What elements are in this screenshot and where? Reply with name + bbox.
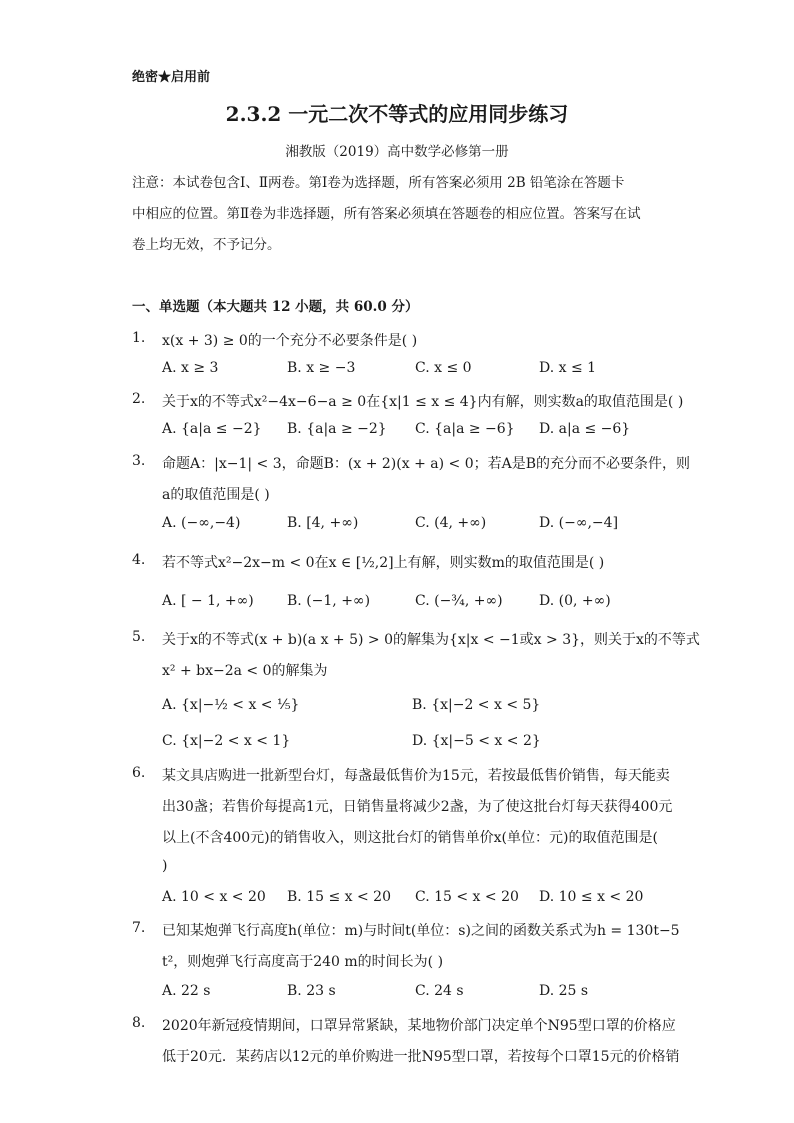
question-number: 5. bbox=[132, 629, 146, 645]
page-subtitle: 湘教版（2019）高中数学必修第一册 bbox=[285, 144, 509, 160]
option-d[interactable]: D. x ≤ 1 bbox=[539, 360, 597, 376]
question-text: 命题A：|x−1| < 3，命题B：(x + 2)(x + a) < 0；若A是B的充分而不必要条件，则 bbox=[162, 456, 690, 472]
question-number: 2. bbox=[132, 391, 146, 407]
option-b[interactable]: B. (−1, +∞) bbox=[287, 593, 371, 609]
option-c[interactable]: C. 15 < x < 20 bbox=[415, 889, 519, 905]
option-a[interactable]: A. x ≥ 3 bbox=[162, 360, 219, 376]
question-text: 某文具店购进一批新型台灯，每盏最低售价为15元，若按最低售价销售，每天能卖 bbox=[162, 768, 670, 784]
option-b[interactable]: B. [4, +∞) bbox=[287, 515, 359, 531]
option-d[interactable]: D. 10 ≤ x < 20 bbox=[539, 889, 644, 905]
option-a[interactable]: A. 22 s bbox=[162, 983, 211, 999]
question-text: 出30盏；若售价每提高1元，日销售量将减少2盏，为了使这批台灯每天获得400元 bbox=[162, 799, 673, 815]
option-a[interactable]: A. [ − 1, +∞) bbox=[162, 593, 254, 609]
question-text: 关于x的不等式(x + b)(a x + 5) > 0的解集为{x|x < −1或x > 3}，则关于x的不等式 bbox=[162, 632, 700, 648]
question-text: ) bbox=[162, 858, 168, 874]
question-number: 4. bbox=[132, 552, 146, 568]
option-c[interactable]: C. 24 s bbox=[415, 983, 464, 999]
option-b[interactable]: B. 23 s bbox=[287, 983, 336, 999]
question-text: 若不等式x²−2x−m < 0在x ∈ [½,2]上有解，则实数m的取值范围是( ) bbox=[162, 555, 605, 571]
question-number: 6. bbox=[132, 765, 146, 781]
question-text: 以上(不含400元)的销售收入，则这批台灯的销售单价x(单位：元)的取值范围是( bbox=[162, 830, 658, 846]
option-a[interactable]: A. {a|a ≤ −2} bbox=[162, 421, 262, 437]
option-a[interactable]: A. 10 < x < 20 bbox=[162, 889, 266, 905]
exam-notice bbox=[132, 168, 662, 261]
option-c[interactable]: C. x ≤ 0 bbox=[415, 360, 472, 376]
question-number: 8. bbox=[132, 1015, 146, 1031]
question-text: t²，则炮弹飞行高度高于240 m的时间长为( ) bbox=[162, 954, 444, 970]
page-title: 2.3.2 一元二次不等式的应用同步练习 bbox=[225, 102, 569, 126]
option-a[interactable]: A. (−∞,−4) bbox=[162, 515, 241, 531]
option-c[interactable]: C. {a|a ≥ −6} bbox=[415, 421, 515, 437]
option-c[interactable]: C. (4, +∞) bbox=[415, 515, 487, 531]
option-b[interactable]: B. 15 ≤ x < 20 bbox=[287, 889, 391, 905]
option-d[interactable]: D. {x|−5 < x < 2} bbox=[412, 733, 541, 749]
notice-line: 卷上均无效，不予记分。 bbox=[132, 237, 281, 253]
notice-line: 注意：本试卷包含Ⅰ、Ⅱ两卷。第Ⅰ卷为选择题，所有答案必须用 2B 铅笔涂在答题卡 bbox=[132, 175, 625, 191]
question-text: 关于x的不等式x²−4x−6−a ≥ 0在{x|1 ≤ x ≤ 4}内有解，则实数a的取值范围是( ) bbox=[162, 394, 684, 410]
question-text: 低于20元．某药店以12元的单价购进一批N95型口罩，若按每个口罩15元的价格销 bbox=[162, 1049, 680, 1065]
question-number: 7. bbox=[132, 920, 146, 936]
confidential-label: 绝密★启用前 bbox=[132, 70, 211, 85]
notice-line: 中相应的位置。第Ⅱ卷为非选择题，所有答案必须填在答题卷的相应位置。答案写在试 bbox=[132, 206, 641, 222]
question-text: 已知某炮弹飞行高度h(单位：m)与时间t(单位：s)之间的函数关系式为h = 130t−5 bbox=[162, 923, 680, 939]
option-d[interactable]: D. 25 s bbox=[539, 983, 589, 999]
question-text: x(x + 3) ≥ 0的一个充分不必要条件是( ) bbox=[162, 333, 418, 349]
option-b[interactable]: B. {a|a ≥ −2} bbox=[287, 421, 387, 437]
option-b[interactable]: B. {x|−2 < x < 5} bbox=[412, 697, 541, 713]
option-d[interactable]: D. (−∞,−4] bbox=[539, 515, 619, 531]
question-text: x² + bx−2a < 0的解集为 bbox=[162, 663, 328, 679]
option-c[interactable]: C. (−¾, +∞) bbox=[415, 593, 503, 609]
question-number: 1. bbox=[132, 330, 146, 346]
question-text: 2020年新冠疫情期间，口罩异常紧缺，某地物价部门决定单个N95型口罩的价格应 bbox=[162, 1018, 676, 1034]
question-text: a的取值范围是( ) bbox=[162, 487, 270, 503]
option-c[interactable]: C. {x|−2 < x < 1} bbox=[162, 733, 291, 749]
option-b[interactable]: B. x ≥ −3 bbox=[287, 360, 356, 376]
option-a[interactable]: A. {x|−½ < x < ⅕} bbox=[162, 697, 300, 713]
option-d[interactable]: D. a|a ≤ −6} bbox=[539, 421, 631, 437]
question-number: 3. bbox=[132, 453, 146, 469]
section-heading: 一、单选题（本大题共 12 小题，共 60.0 分） bbox=[132, 299, 419, 315]
option-d[interactable]: D. (0, +∞) bbox=[539, 593, 611, 609]
